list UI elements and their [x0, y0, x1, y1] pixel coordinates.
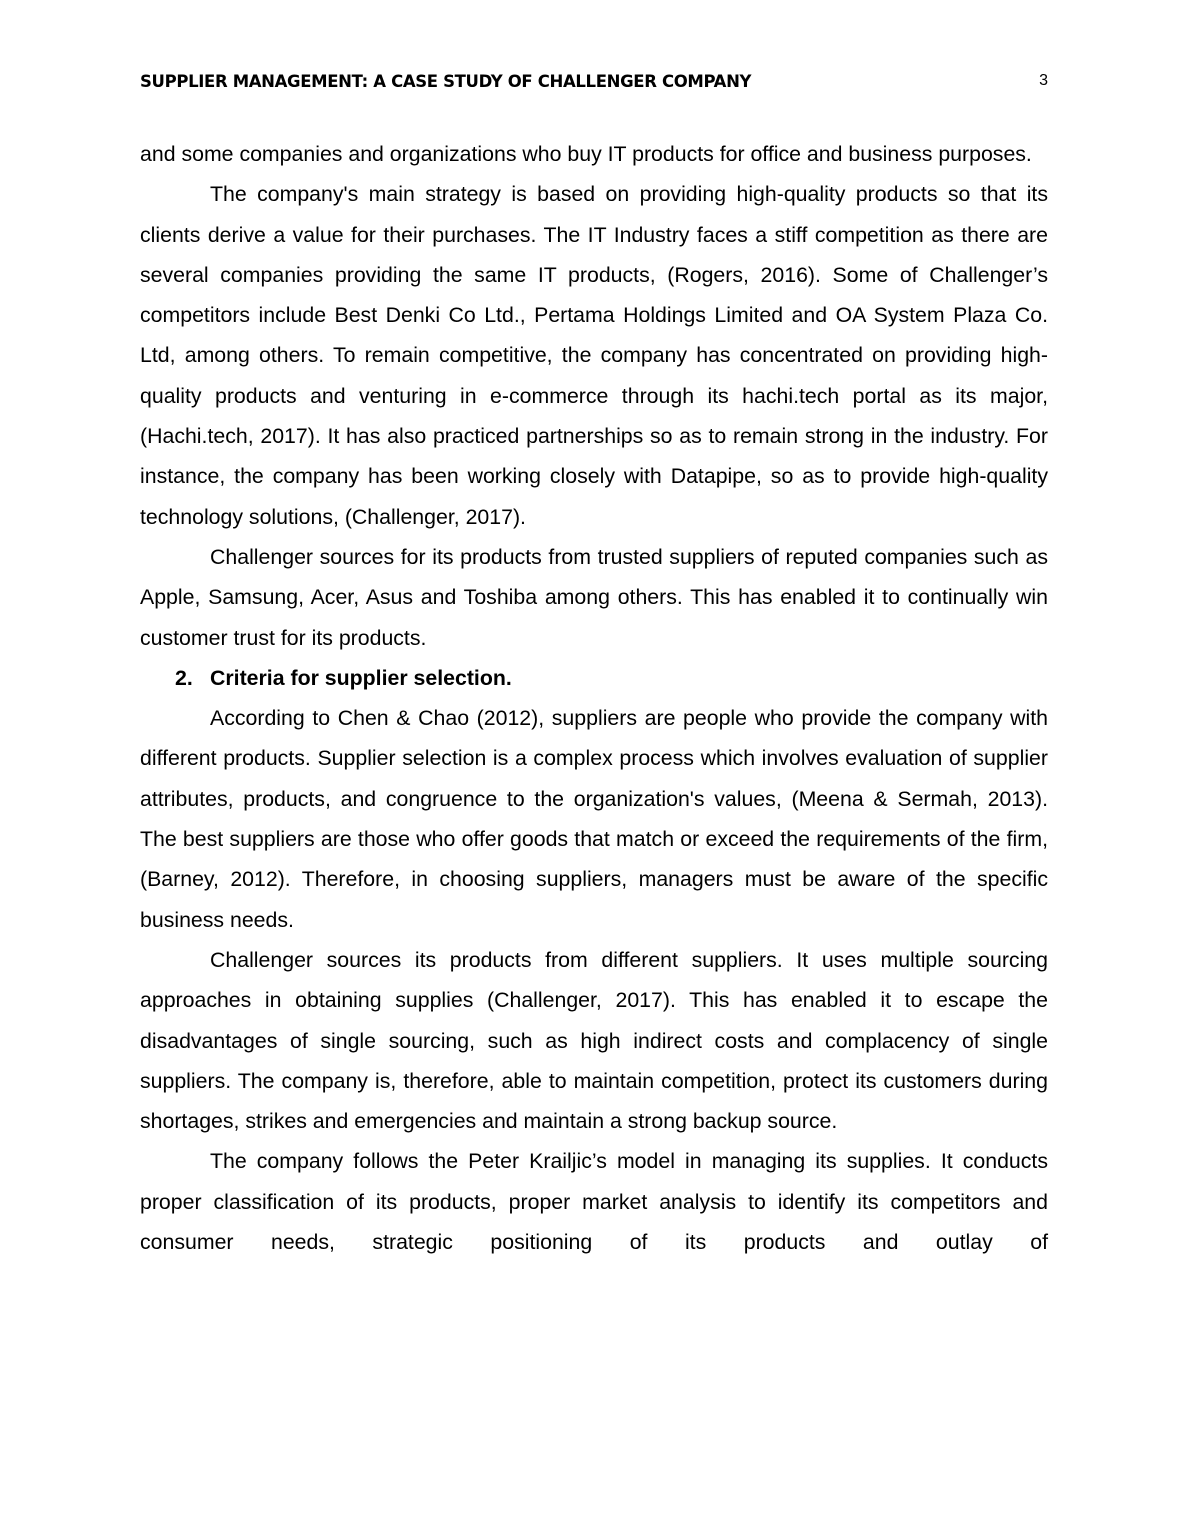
document-body [140, 134, 1048, 1262]
section-title: Criteria for supplier selection. [210, 665, 512, 690]
body-paragraph: and some companies and organizations who buy IT products for office and business purposes. [140, 142, 1032, 166]
body-paragraph: Challenger sources for its products from trusted suppliers of reputed companies such as Apple, Samsung, Acer, Asus and Toshiba among others. This has enabled it to continually win customer trust for its products. [140, 544, 1048, 650]
header-title: SUPPLIER MANAGEMENT: A CASE STUDY OF CHALLENGER COMPANY [140, 72, 752, 91]
section-number: 2. [175, 665, 193, 690]
body-paragraph: Challenger sources its products from different suppliers. It uses multiple sourcing approaches in obtaining supplies (Challenger, 2017). This has enabled it to escape the disadvantages of single sourcing, such as high indirect costs and complacency of single suppliers. The company is, therefore, able to maintain competition, protect its customers during shortages, strikes and emergencies and maintain a strong backup source. [140, 947, 1048, 1134]
running-header [140, 72, 1048, 96]
body-paragraph: The company follows the Peter Krailjic’s model in managing its supplies. It conducts proper classification of its products, proper market analysis to identify its competitors and consumer needs, strategic positioning of its products and outlay of [140, 1149, 1048, 1255]
body-paragraph: According to Chen & Chao (2012), suppliers are people who provide the company with different products. Supplier selection is a complex process which involves evaluation of supplier attributes, products, and congruence to the organization's values, (Meena & Sermah, 2013). The best suppliers are those who offer goods that match or exceed the requirements of the firm, (Barney, 2012). Therefore, in choosing suppliers, managers must be aware of the specific business needs. [140, 706, 1048, 932]
page-number: 3 [1039, 72, 1048, 89]
section-heading [140, 658, 1048, 698]
body-paragraph: The company's main strategy is based on providing high-quality products so that its clients derive a value for their purchases. The IT Industry faces a stiff competition as there are several companies providing the same IT products, (Rogers, 2016). Some of Challenger’s competitors include Best Denki Co Ltd., Pertama Holdings Limited and OA System Plaza Co. Ltd, among others. To remain competitive, the company has concentrated on providing high-quality products and venturing in e-commerce through its hachi.tech portal as its major, (Hachi.tech, 2017). It has also practiced partnerships so as to remain strong in the industry. For instance, the company has been working closely with Datapipe, so as to provide high-quality technology solutions, (Challenger, 2017). [140, 182, 1048, 529]
